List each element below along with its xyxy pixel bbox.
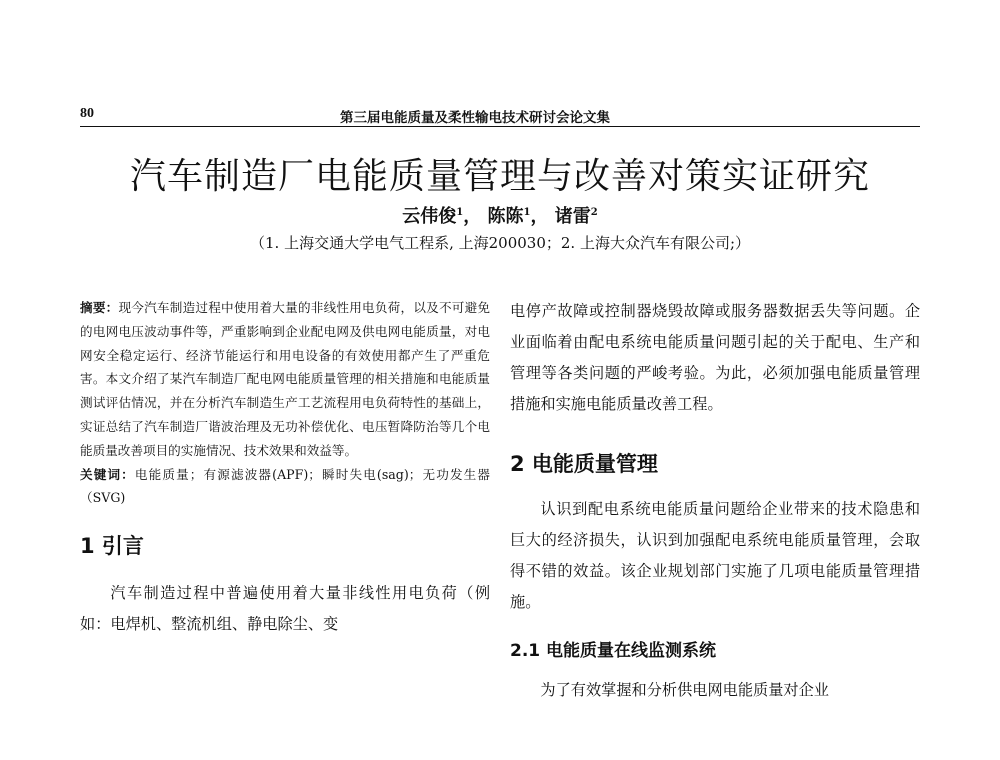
keywords-label: 关键词： — [80, 466, 135, 482]
section-paragraph: 为了有效掌握和分析供电网电能质量对企业 — [540, 681, 829, 699]
page-number: 80 — [80, 106, 94, 121]
section-heading: 2 电能质量管理 — [510, 452, 658, 476]
author-affil-mark: 1 — [456, 207, 464, 218]
author-separator: ， — [463, 206, 482, 227]
section-heading: 1 引言 — [80, 534, 144, 559]
author-name: 陈陈 — [487, 206, 524, 227]
abstract-label: 摘要： — [80, 300, 119, 315]
paper-title: 汽车制造厂电能质量管理与改善对策实证研究 — [129, 156, 870, 197]
author-affil-mark: 2 — [590, 207, 598, 218]
author-separator: ， — [530, 206, 549, 227]
running-title: 第三届电能质量及柔性输电技术研讨会论文集 — [340, 110, 610, 126]
abstract-text: 现今汽车制造过程中使用着大量的非线性用电负荷，以及不可避免的电网电压波动事件等，严重影响到企业配电网及供电网电能质量，对电网安全稳定运行、经济节能运行和用电设备的有效使用都产生了严重危害。本文介绍了某汽车制造厂配电网电能质量管理的相关措施和电能质量测试评估情况，并在分析汽车制造生产工艺流程用电负荷特性的基础上，实证总结了汽车制造厂谐波治理及无功补偿优化、电压暂降防治等几个电能质量改善项目的实施情况、技术效果和效益等。 — [80, 300, 491, 458]
section-paragraph: 认识到配电系统电能质量问题给企业带来的技术隐患和巨大的经济损失，认识到加强配电系统电能质量管理，会取得不错的效益。该企业规划部门实施了几项电能质量管理措施。 — [510, 500, 920, 611]
right-column — [510, 296, 920, 706]
author-name: 诸雷 — [554, 206, 591, 227]
keywords — [80, 463, 490, 511]
author-name: 云伟俊 — [402, 206, 457, 227]
keywords-text: 电能质量；有源滤波器(APF)；瞬时失电(sag)；无功发生器（SVG) — [80, 466, 490, 506]
section-paragraph: 汽车制造过程中普遍使用着大量非线性用电负荷（例如：电焊机、整流机组、静电除尘、变 — [80, 584, 490, 634]
subsection-heading: 2.1 电能质量在线监测系统 — [510, 641, 717, 661]
header-rule — [80, 126, 920, 127]
continued-paragraph: 电停产故障或控制器烧毁故障或服务器数据丢失等问题。企业面临着由配电系统电能质量问题引起的关于配电、生产和管理等各类问题的严峻考验。为此，必须加强电能质量管理措施和实施电能质量改善工程。 — [510, 302, 920, 413]
left-column — [80, 296, 490, 640]
author-list — [0, 202, 1000, 228]
abstract — [80, 296, 490, 463]
author-affil-mark: 1 — [523, 207, 531, 218]
affiliations: （1. 上海交通大学电气工程系, 上海200030；2. 上海大众汽车有限公司;） — [249, 234, 750, 252]
